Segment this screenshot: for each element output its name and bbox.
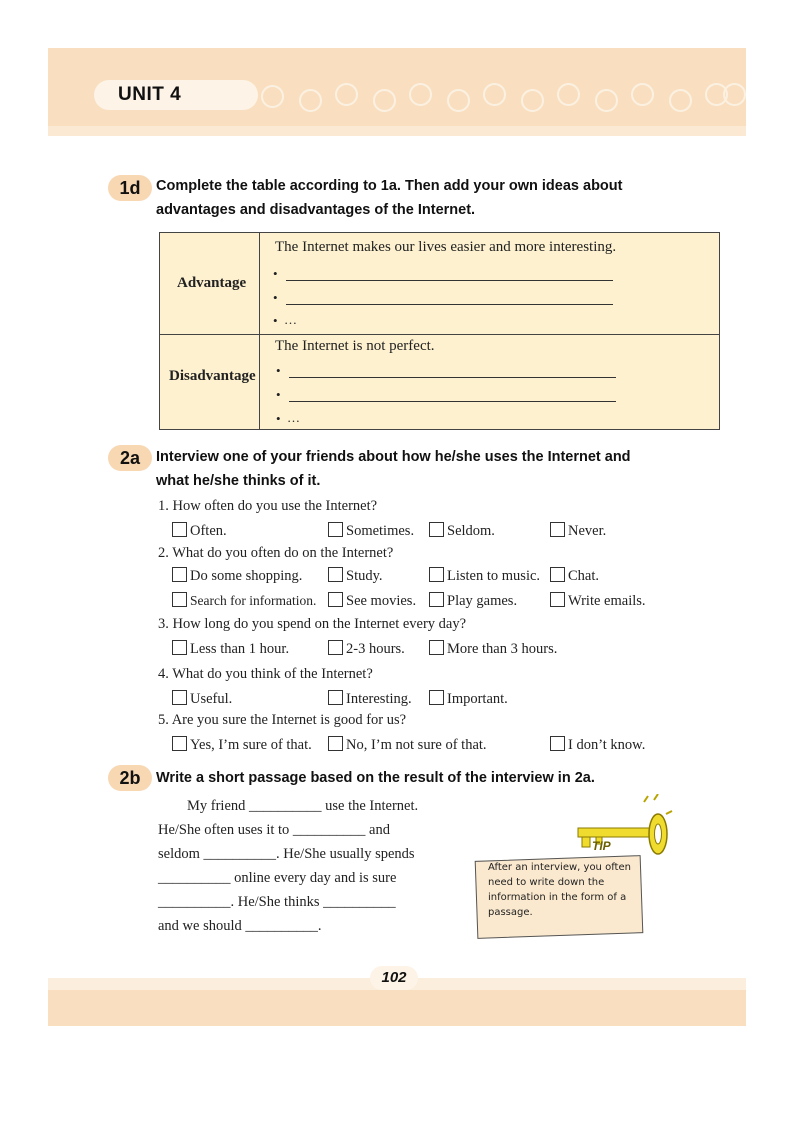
disadvantage-heading: Disadvantage: [169, 368, 256, 384]
checkbox[interactable]: [429, 690, 444, 705]
key-icon: [568, 794, 678, 864]
instruction-1d-line1: Complete the table according to 1a. Then add your own ideas about: [156, 178, 623, 194]
option-important[interactable]: Important.: [429, 690, 508, 708]
unit-label: UNIT 4: [118, 84, 182, 105]
checkbox[interactable]: [172, 736, 187, 751]
ring-icon: [335, 83, 358, 106]
bullet-icon: •: [273, 290, 278, 305]
passage-line: and we should __________.: [158, 918, 322, 934]
checkbox[interactable]: [172, 567, 187, 582]
option-study[interactable]: Study.: [328, 567, 383, 585]
instruction-2a-line2: what he/she thinks of it.: [156, 473, 321, 489]
option-never[interactable]: Never.: [550, 522, 606, 540]
answer-line[interactable]: [286, 304, 613, 305]
checkbox[interactable]: [172, 522, 187, 537]
option-shopping[interactable]: Do some shopping.: [172, 567, 302, 585]
option-play-games[interactable]: Play games.: [429, 592, 517, 610]
textbook-page: [48, 48, 746, 1026]
option-write-emails[interactable]: Write emails.: [550, 592, 646, 610]
section-badge-2b: 2b: [108, 765, 152, 791]
checkbox[interactable]: [429, 567, 444, 582]
ring-icon: [299, 89, 322, 112]
option-seldom[interactable]: Seldom.: [429, 522, 495, 540]
option-2-3-hours[interactable]: 2-3 hours.: [328, 640, 405, 658]
checkbox[interactable]: [550, 736, 565, 751]
tip-word: TIP: [592, 839, 611, 853]
question-3: 3. How long do you spend on the Internet every day?: [158, 616, 467, 632]
answer-line[interactable]: [289, 401, 616, 402]
option-chat[interactable]: Chat.: [550, 567, 599, 585]
ring-icon: [409, 83, 432, 106]
option-listen-music[interactable]: Listen to music.: [429, 567, 540, 585]
answer-line[interactable]: [286, 280, 613, 281]
bullet-icon: •: [276, 363, 281, 378]
table-divider: [259, 233, 260, 429]
passage-line: My friend __________ use the Internet.: [187, 798, 419, 814]
option-search-info[interactable]: Search for information.: [172, 592, 316, 609]
ellipsis: …: [284, 312, 297, 327]
checkbox[interactable]: [328, 592, 343, 607]
option-see-movies[interactable]: See movies.: [328, 592, 416, 610]
checkbox[interactable]: [429, 592, 444, 607]
tip-text: After an interview, you often need to write down the information in the form of a passage.: [488, 862, 631, 918]
bullet-icon: •: [273, 266, 278, 281]
checkbox[interactable]: [550, 592, 565, 607]
checkbox[interactable]: [328, 640, 343, 655]
question-2: 2. What do you often do on the Internet?: [158, 545, 394, 561]
question-1: 1. How often do you use the Internet?: [158, 498, 378, 514]
checkbox[interactable]: [328, 522, 343, 537]
advantages-table: [159, 232, 720, 430]
checkbox[interactable]: [172, 690, 187, 705]
page-number: 102: [370, 966, 418, 990]
advantage-heading: Advantage: [177, 275, 247, 291]
ring-icon: [631, 83, 654, 106]
bullet-icon: •: [273, 313, 278, 328]
checkbox[interactable]: [550, 567, 565, 582]
ring-icon: [373, 89, 396, 112]
instruction-2a-line1: Interview one of your friends about how he/she uses the Internet and: [156, 449, 631, 465]
checkbox[interactable]: [328, 736, 343, 751]
bullet-icon: •: [276, 387, 281, 402]
answer-line[interactable]: [289, 377, 616, 378]
passage-line: He/She often uses it to __________ and: [158, 822, 390, 838]
ring-icon: [557, 83, 580, 106]
table-divider: [160, 334, 719, 335]
checkbox[interactable]: [328, 567, 343, 582]
ring-icon: [521, 89, 544, 112]
section-badge-1d: 1d: [108, 175, 152, 201]
ring-icon: [483, 83, 506, 106]
option-less-1-hour[interactable]: Less than 1 hour.: [172, 640, 289, 658]
advantage-text: The Internet makes our lives easier and more interesting.: [275, 239, 617, 255]
question-4: 4. What do you think of the Internet?: [158, 666, 373, 682]
ring-icon: [669, 89, 692, 112]
checkbox[interactable]: [429, 522, 444, 537]
checkbox[interactable]: [172, 640, 187, 655]
ring-icon: [595, 89, 618, 112]
instruction-2b: Write a short passage based on the result of the interview in 2a.: [156, 770, 595, 786]
question-5: 5. Are you sure the Internet is good for us?: [158, 712, 407, 728]
option-more-3-hours[interactable]: More than 3 hours.: [429, 640, 557, 658]
option-dont-know[interactable]: I don’t know.: [550, 736, 645, 754]
checkbox[interactable]: [550, 522, 565, 537]
ring-icon: [261, 85, 284, 108]
option-often[interactable]: Often.: [172, 522, 227, 540]
bullet-icon: •: [276, 411, 281, 426]
checkbox[interactable]: [172, 592, 187, 607]
option-useful[interactable]: Useful.: [172, 690, 232, 708]
disadvantage-text: The Internet is not perfect.: [275, 338, 435, 354]
ellipsis: …: [287, 410, 300, 425]
option-sometimes[interactable]: Sometimes.: [328, 522, 414, 540]
section-badge-2a: 2a: [108, 445, 152, 471]
checkbox[interactable]: [328, 690, 343, 705]
passage-line: __________. He/She thinks __________: [158, 894, 396, 910]
ring-icon: [447, 89, 470, 112]
passage-line: seldom __________. He/She usually spends: [158, 846, 415, 862]
option-yes-sure[interactable]: Yes, I’m sure of that.: [172, 736, 312, 754]
passage-line: __________ online every day and is sure: [158, 870, 397, 886]
header-stripe: [48, 126, 746, 136]
checkbox[interactable]: [429, 640, 444, 655]
ring-icon: [723, 83, 746, 106]
instruction-1d-line2: advantages and disadvantages of the Internet.: [156, 202, 476, 218]
option-interesting[interactable]: Interesting.: [328, 690, 412, 708]
option-not-sure[interactable]: No, I’m not sure of that.: [328, 736, 487, 754]
